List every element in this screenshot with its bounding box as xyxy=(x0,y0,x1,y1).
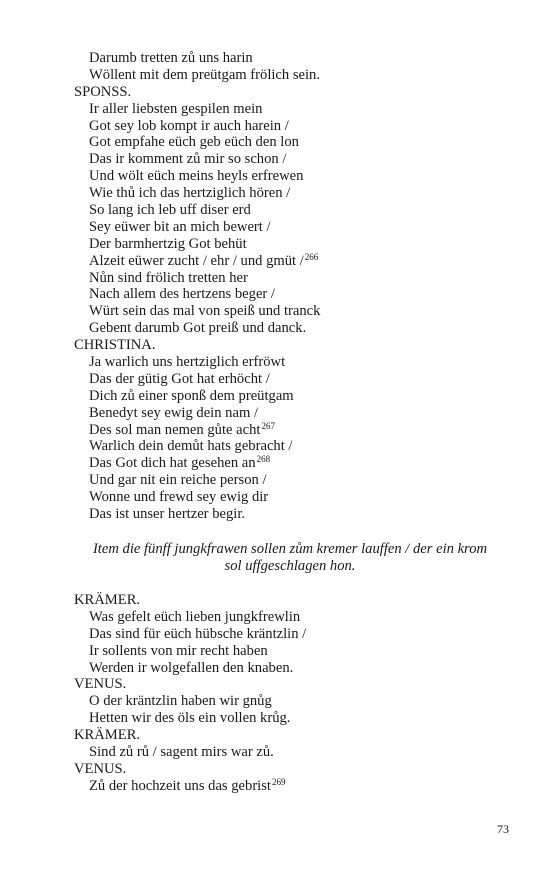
verse-line xyxy=(74,118,514,135)
verse-line xyxy=(74,134,514,151)
speaker-label: KRÄMER. xyxy=(74,592,141,608)
verse-text: Alzeit eüwer zucht / ehr / und gmüt / xyxy=(89,252,304,269)
verse-text: Das Got dich hat gesehen an xyxy=(89,455,256,472)
verse-text: Und wölt eüch meins heyls erfrewen xyxy=(89,168,304,185)
stage-direction-line-1: Item die fünff jungkfrawen sollen zům kremer lauffen / der ein krom xyxy=(92,541,488,557)
verse-line xyxy=(74,354,514,371)
verse-line xyxy=(74,693,514,710)
verse-text: Wöllent mit dem preütgam frölich sein. xyxy=(89,66,321,83)
verse-line xyxy=(74,185,514,202)
verse-text: Ir sollents von mir recht haben xyxy=(89,642,268,659)
verse-line xyxy=(74,778,514,795)
verse-text: Was gefelt eüch lieben jungkfrewlin xyxy=(89,608,301,625)
verse-line xyxy=(74,219,514,236)
verse-text: Wonne und frewd sey ewig dir xyxy=(89,489,269,506)
verse-text: Der barmhertzig Got behüt xyxy=(89,235,247,252)
verse-line xyxy=(74,405,514,422)
verse-text: O der kräntzlin haben wir gnůg xyxy=(89,693,272,710)
verse-line xyxy=(74,438,514,455)
speaker-label: VENUS. xyxy=(74,676,127,693)
verse-text: Gebent darumb Got preiß und danck. xyxy=(89,320,307,337)
speaker-label: KRÄMER. xyxy=(74,727,141,744)
footnote-marker: 269 xyxy=(271,776,286,787)
verse-text: So lang ich leb uff diser erd xyxy=(89,202,251,219)
verse-text: Das der gütig Got hat erhöcht / xyxy=(89,370,270,387)
verse-line xyxy=(74,422,514,439)
verse-text: Das sind für eüch hübsche kräntzlin / xyxy=(89,625,307,642)
verse-text: Ja warlich uns hertziglich erfröwt xyxy=(89,354,286,371)
verse-line xyxy=(74,472,514,489)
footnote-marker: 268 xyxy=(256,454,271,465)
verse-line xyxy=(74,286,514,303)
stage-direction xyxy=(60,541,520,575)
verse-text: Warlich dein demůt hats gebracht / xyxy=(89,438,293,455)
stage-direction-line-2: sol uffgeschlagen hon. xyxy=(224,558,356,574)
verse-text: Got empfahe eüch geb eüch den lon xyxy=(89,134,299,151)
verse-text: Dich zů einer sponß dem preütgam xyxy=(89,387,294,404)
verse-line xyxy=(74,388,514,405)
verse-line xyxy=(74,168,514,185)
verse-text: Nůn sind frölich tretten her xyxy=(89,269,248,286)
verse-text: Darumb tretten zů uns harin xyxy=(89,50,253,66)
verse-line xyxy=(74,303,514,320)
speaker-name xyxy=(74,337,514,354)
footnote-marker: 267 xyxy=(261,420,275,431)
verse-line xyxy=(74,320,514,337)
verse-text: Sey eüwer bit an mich bewert / xyxy=(89,218,271,235)
verse-line xyxy=(74,660,514,677)
verse-line xyxy=(74,609,514,626)
verse-text: Nach allem des hertzens beger / xyxy=(89,286,275,303)
verse-line xyxy=(74,253,514,270)
verse-line xyxy=(74,101,514,118)
verse-text: Zů der hochzeit uns das gebrist xyxy=(89,777,271,794)
speaker-name xyxy=(74,592,514,609)
verse-line xyxy=(74,270,514,287)
verse-line xyxy=(74,455,514,472)
verse-line xyxy=(74,236,514,253)
speaker-label: CHRISTINA. xyxy=(74,337,156,354)
verse-text: Hetten wir des öls ein vollen krůg. xyxy=(89,710,291,727)
speaker-name xyxy=(74,727,514,744)
dialogue-block-one xyxy=(74,50,514,523)
verse-text: Und gar nit ein reiche person / xyxy=(89,472,267,489)
speaker-name xyxy=(74,84,514,101)
verse-text: Benedyt sey ewig dein nam / xyxy=(89,404,259,421)
verse-text: Das ir komment zů mir so schon / xyxy=(89,151,287,168)
verse-line xyxy=(74,67,514,84)
speaker-name xyxy=(74,761,514,778)
verse-text: Das ist unser hertzer begir. xyxy=(89,506,246,523)
verse-line xyxy=(74,626,514,643)
page-number: 73 xyxy=(497,822,509,836)
verse-text: Wie thů ich das hertziglich hören / xyxy=(89,185,291,202)
verse-text: Würt sein das mal von speiß und tranck xyxy=(89,303,321,320)
speaker-label: VENUS. xyxy=(74,760,127,777)
verse-line xyxy=(74,202,514,219)
verse-line xyxy=(74,50,514,67)
speaker-name xyxy=(74,676,514,693)
verse-text: Got sey lob kompt ir auch harein / xyxy=(89,117,289,134)
verse-line xyxy=(74,151,514,168)
verse-line xyxy=(74,489,514,506)
verse-text: Ir aller liebsten gespilen mein xyxy=(89,100,263,117)
verse-text: Des sol man nemen gůte acht xyxy=(89,421,261,438)
verse-text: Sind zů rů / sagent mirs war zů. xyxy=(89,744,274,761)
speaker-label: SPONSS. xyxy=(74,83,132,100)
verse-line xyxy=(74,643,514,660)
verse-text: Werden ir wolgefallen den knaben. xyxy=(89,659,294,676)
verse-line xyxy=(74,371,514,388)
verse-line xyxy=(74,710,514,727)
dialogue-block-two xyxy=(74,592,514,795)
verse-line xyxy=(74,506,514,523)
verse-line xyxy=(74,744,514,761)
footnote-marker: 266 xyxy=(304,251,319,262)
